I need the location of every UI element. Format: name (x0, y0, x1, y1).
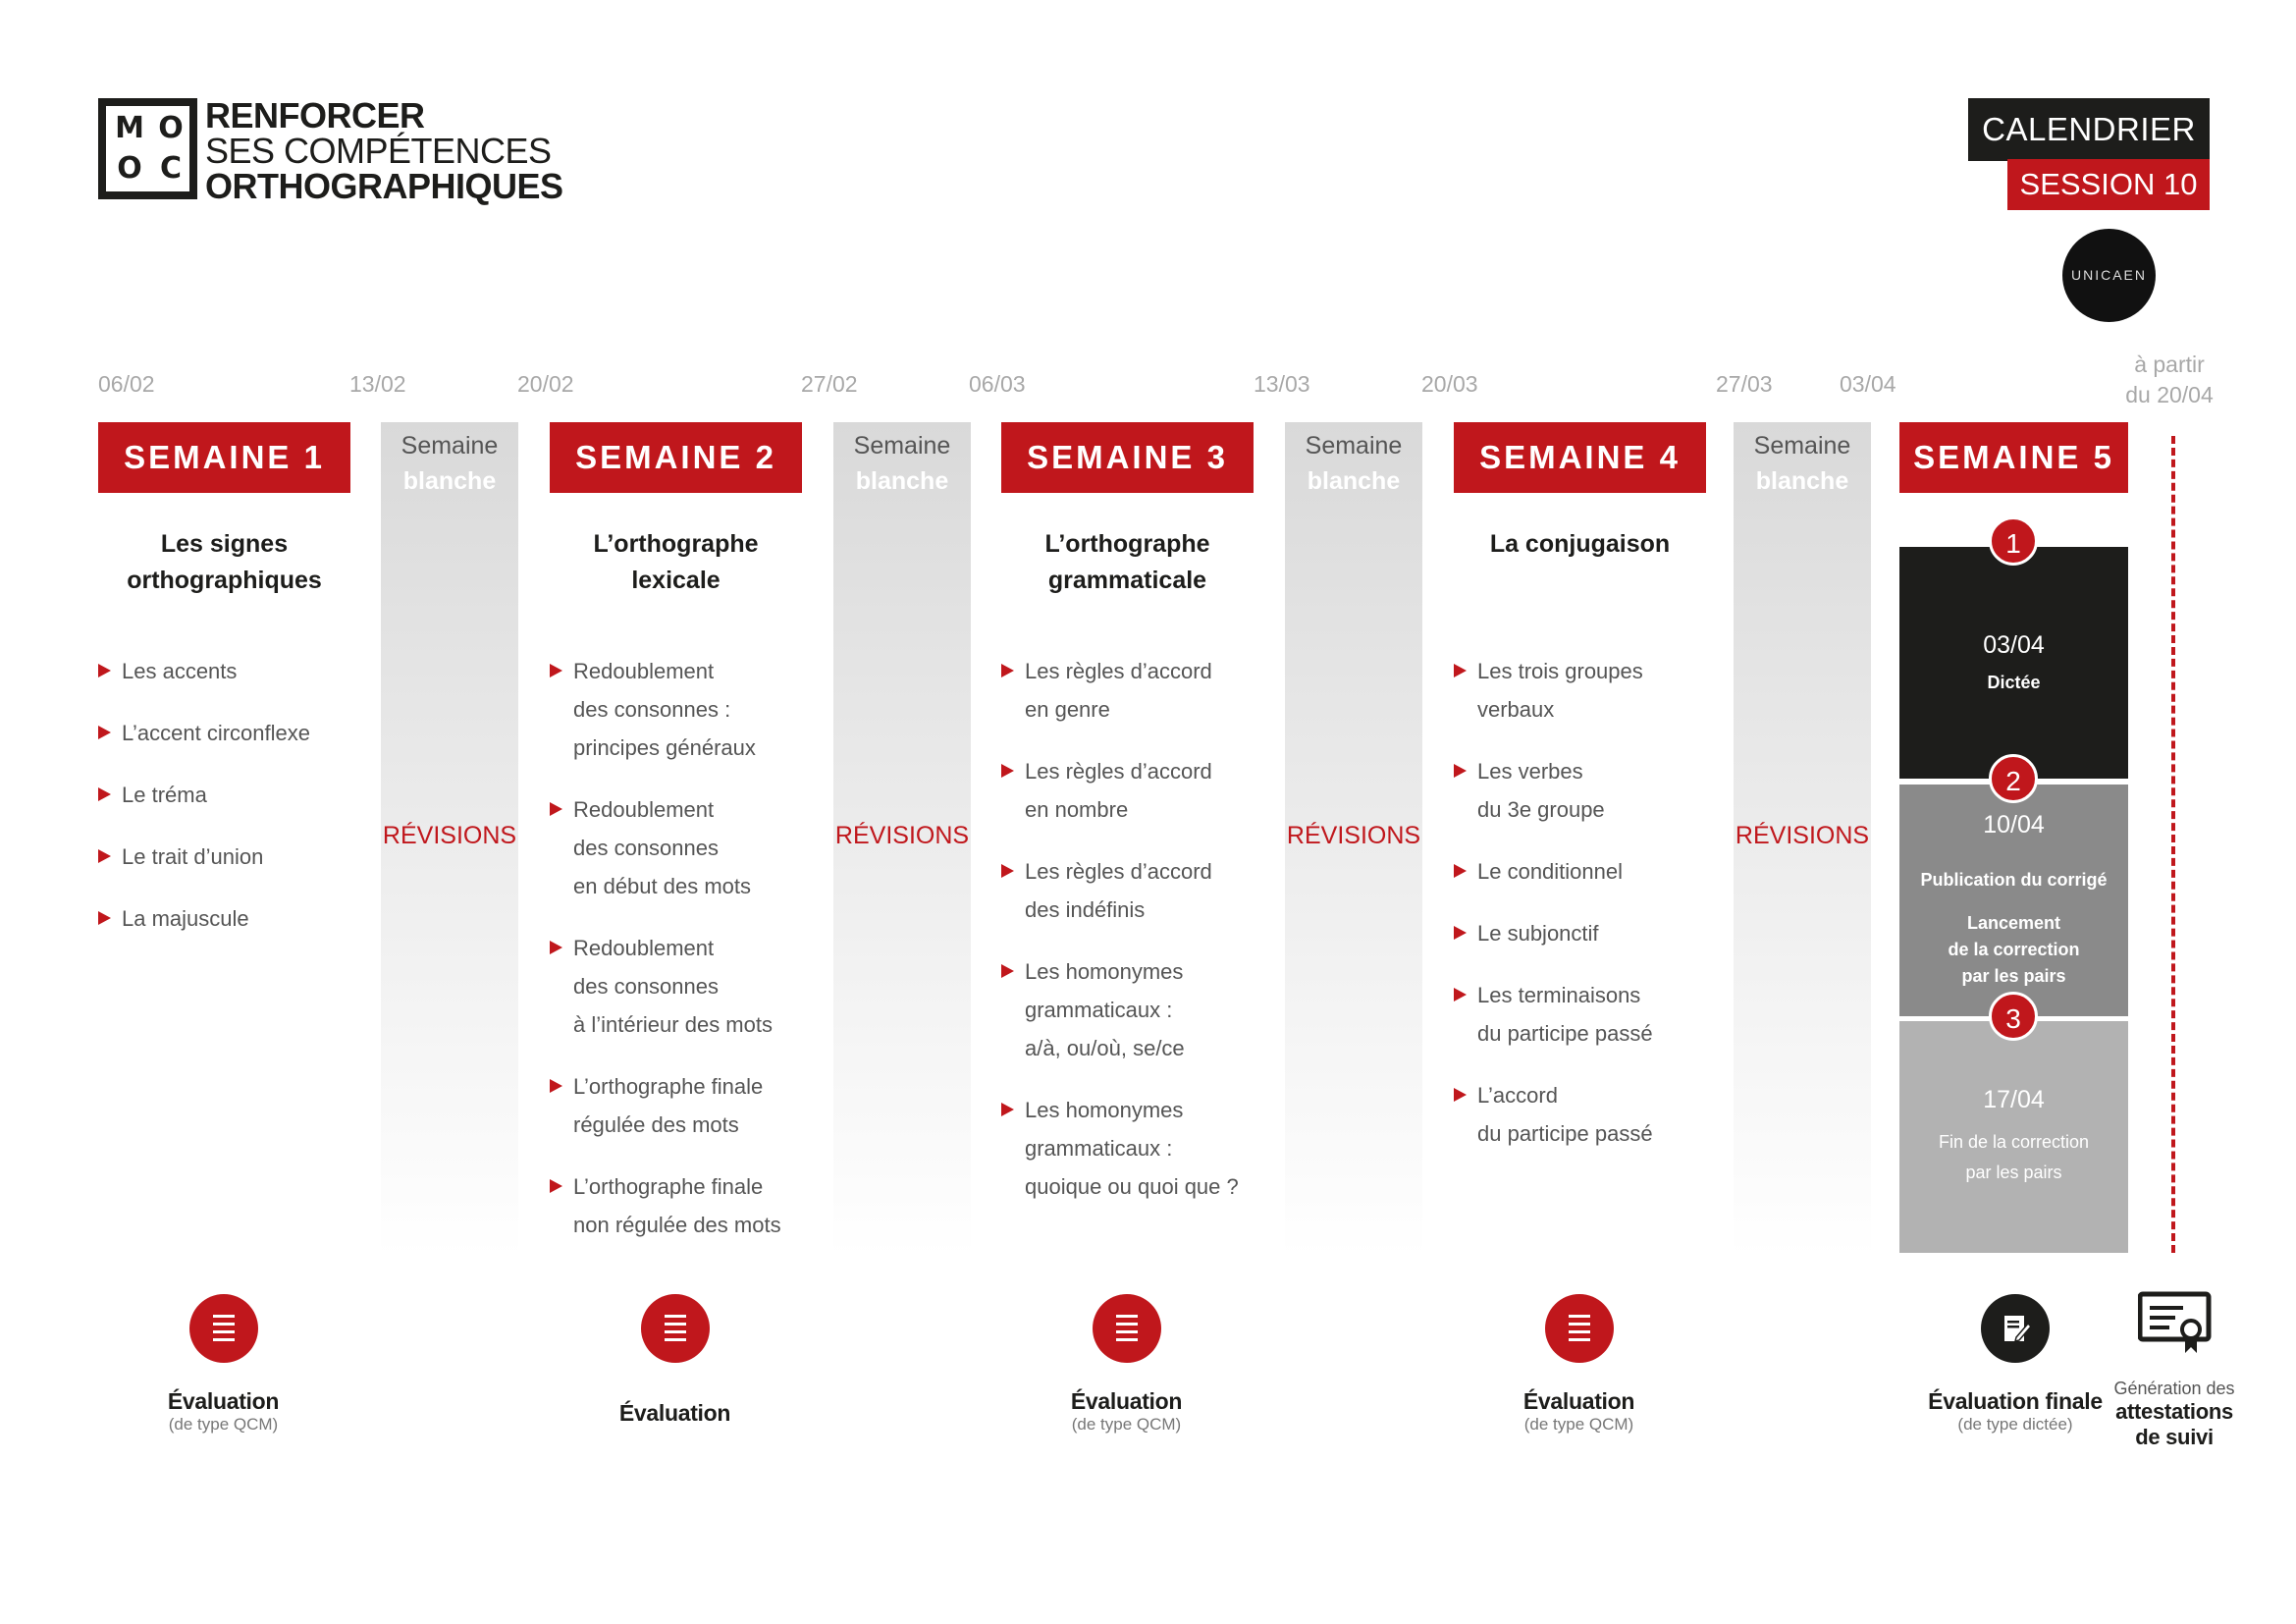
list-item: Le conditionnel (1454, 852, 1623, 891)
block-text: Lancement (1966, 913, 2061, 933)
list-item: Le tréma (98, 776, 207, 814)
logo-letter-m: M (115, 111, 144, 145)
list-item-line: en genre (1025, 697, 1110, 722)
evaluation-title: Évaluation (1070, 1388, 1183, 1414)
list-item (1001, 852, 1212, 929)
list-item-line: L’accord (1477, 1083, 1558, 1108)
blank-week-line1: Semaine (400, 432, 499, 460)
week-3-header: SEMAINE 3 (1001, 422, 1254, 493)
logo-letter-o1: O (158, 111, 184, 145)
list-item-line: L’orthographe finale (573, 1074, 764, 1099)
title-line-1: RENFORCER (205, 95, 425, 135)
list-item-line: en début des mots (573, 874, 752, 898)
list-item-line: des indéfinis (1025, 897, 1146, 922)
week5-block-publication (1899, 785, 2128, 1016)
week-2-header: SEMAINE 2 (550, 422, 802, 493)
evaluation-subtitle: (de type QCM) (1071, 1415, 1182, 1434)
step-number-3: 3 (1989, 992, 2038, 1041)
list-item (550, 929, 773, 1044)
list-item-line: Les verbes (1477, 759, 1583, 784)
list-item-line: Les règles d’accord (1025, 859, 1212, 884)
week-4-subtitle (1454, 526, 1706, 563)
list-item-line: grammaticaux : (1025, 998, 1173, 1022)
evaluation-2 (569, 1400, 780, 1427)
revisions-label: RÉVISIONS (834, 822, 970, 849)
logo-letter-c: C (159, 151, 183, 186)
dashed-timeline-marker (2171, 436, 2175, 1253)
blank-week-label (1734, 428, 1871, 499)
list-item-line: Redoublement (573, 936, 715, 960)
list-item: L’accent circonflexe (98, 714, 310, 752)
list-item (1454, 1076, 1653, 1153)
evaluation-subtitle: (de type QCM) (1523, 1415, 1634, 1434)
week-2-subtitle-line2: lexicale (631, 567, 721, 594)
date-2703: 27/03 (1716, 371, 1773, 397)
list-item (550, 1067, 763, 1144)
logo-letter-o2: O (117, 151, 142, 186)
blank-week-line2: blanche (1755, 467, 1849, 495)
list-item (550, 1167, 781, 1244)
list-item-line: quoique ou quoi que ? (1025, 1174, 1239, 1199)
blank-week-2 (833, 422, 971, 1257)
date-2002: 20/02 (517, 371, 574, 397)
date-from-line1: à partir (2134, 352, 2205, 377)
blank-week-line2: blanche (402, 467, 497, 495)
date-1302: 13/02 (349, 371, 406, 397)
list-item-line: régulée des mots (573, 1112, 739, 1137)
list-item (1454, 652, 1643, 729)
week-1-subtitle (98, 526, 350, 599)
list-item (1454, 976, 1653, 1053)
certificate-icon (2138, 1290, 2213, 1359)
evaluation-final (1902, 1388, 2128, 1435)
block-text: Publication du corrigé (1920, 870, 2108, 890)
list-item-line: grammaticaux : (1025, 1136, 1173, 1161)
block-date: 03/04 (1983, 631, 2045, 659)
evaluation-title: Évaluation (618, 1400, 731, 1426)
evaluation-title: Évaluation (167, 1388, 280, 1414)
list-item-line: du 3e groupe (1477, 797, 1605, 822)
week-3-subtitle-line2: grammaticale (1047, 567, 1207, 594)
list-item (1001, 952, 1185, 1067)
list-item-line: des consonnes : (573, 697, 731, 722)
list-item (1001, 1091, 1239, 1206)
list-item (550, 652, 756, 767)
list-item-line: des consonnes (573, 836, 719, 860)
block-date: 10/04 (1983, 811, 2045, 839)
week-3-subtitle (1001, 526, 1254, 599)
title-line-3: ORTHOGRAPHIQUES (205, 166, 563, 206)
evaluation-3 (1021, 1388, 1232, 1435)
certificate-line3: de suivi (2135, 1425, 2214, 1449)
week-2-subtitle (550, 526, 802, 599)
evaluation-1 (118, 1388, 329, 1435)
blank-week-line1: Semaine (1753, 432, 1851, 460)
list-item-line: en nombre (1025, 797, 1129, 822)
block-text: par les pairs (1961, 966, 2066, 986)
list-item-line: verbaux (1477, 697, 1555, 722)
list-item (1001, 652, 1212, 729)
date-from-2004 (2106, 350, 2233, 410)
list-item: Les accents (98, 652, 237, 690)
date-0602: 06/02 (98, 371, 155, 397)
date-2702: 27/02 (801, 371, 858, 397)
list-item-line: Les homonymes (1025, 959, 1184, 984)
block-text: par les pairs (1965, 1163, 2062, 1182)
evaluation-subtitle: (de type QCM) (168, 1415, 279, 1434)
list-item: La majuscule (98, 899, 249, 938)
blank-week-label (833, 428, 971, 499)
date-2003: 20/03 (1421, 371, 1478, 397)
quiz-list-icon (1545, 1294, 1614, 1363)
blank-week-line2: blanche (855, 467, 949, 495)
quiz-list-icon (189, 1294, 258, 1363)
week-5-header: SEMAINE 5 (1899, 422, 2128, 493)
week-4-subtitle-line1: La conjugaison (1489, 530, 1671, 558)
blank-week-line1: Semaine (1305, 432, 1403, 460)
evaluation-title: Évaluation (1522, 1388, 1635, 1414)
evaluation-subtitle: (de type dictée) (1957, 1415, 2073, 1434)
list-item-line: du participe passé (1477, 1121, 1653, 1146)
blank-week-line2: blanche (1307, 467, 1401, 495)
revisions-label: RÉVISIONS (1286, 822, 1421, 849)
blank-week-label (1285, 428, 1422, 499)
session-label: SESSION 10 (2007, 159, 2210, 210)
list-item (550, 790, 751, 905)
week-2-subtitle-line1: L’orthographe (593, 530, 759, 558)
week5-block-fin (1899, 1021, 2128, 1253)
date-1303: 13/03 (1254, 371, 1310, 397)
blank-week-1 (381, 422, 518, 1257)
block-date: 17/04 (1983, 1086, 2045, 1113)
list-item-line: Les règles d’accord (1025, 659, 1212, 683)
list-item (1454, 752, 1605, 829)
week-1-header: SEMAINE 1 (98, 422, 350, 493)
list-item-line: principes généraux (573, 735, 756, 760)
block-text: Fin de la correction (1938, 1132, 2090, 1152)
date-0603: 06/03 (969, 371, 1026, 397)
blank-week-4 (1734, 422, 1871, 1257)
blank-week-3 (1285, 422, 1422, 1257)
certificate-line1: Génération des (2113, 1379, 2235, 1398)
list-item-line: Redoublement (573, 659, 715, 683)
list-item-line: Les homonymes (1025, 1098, 1184, 1122)
week5-block-dictee (1899, 547, 2128, 779)
blank-week-line1: Semaine (853, 432, 951, 460)
list-item-line: des consonnes (573, 974, 719, 999)
certificate-generation (2101, 1379, 2248, 1450)
list-item-line: non régulée des mots (573, 1213, 781, 1237)
blank-week-label (381, 428, 518, 499)
week-4-header: SEMAINE 4 (1454, 422, 1706, 493)
list-item: Le subjonctif (1454, 914, 1599, 952)
block-text: de la correction (1948, 940, 2080, 959)
list-item-line: L’orthographe finale (573, 1174, 764, 1199)
list-item-line: Les terminaisons (1477, 983, 1641, 1007)
list-item-line: a/à, ou/où, se/ce (1025, 1036, 1185, 1060)
title-line-2: SES COMPÉTENCES (205, 131, 552, 171)
list-item-line: à l’intérieur des mots (573, 1012, 773, 1037)
block-text: Dictée (1987, 673, 2041, 692)
dictation-edit-icon (1981, 1294, 2050, 1363)
certificate-line2: attestations (2115, 1399, 2233, 1424)
week-1-subtitle-line1: Les signes (160, 530, 289, 558)
evaluation-4 (1473, 1388, 1684, 1435)
list-item: Le trait d’union (98, 838, 263, 876)
date-0304: 03/04 (1840, 371, 1896, 397)
revisions-label: RÉVISIONS (1735, 822, 1870, 849)
list-item-line: Les règles d’accord (1025, 759, 1212, 784)
step-number-1: 1 (1989, 516, 2038, 566)
list-item-line: Les trois groupes (1477, 659, 1643, 683)
list-item-line: du participe passé (1477, 1021, 1653, 1046)
mooc-logo (98, 98, 197, 199)
revisions-label: RÉVISIONS (382, 822, 517, 849)
list-item-line: Redoublement (573, 797, 715, 822)
university-logo: UNICAEN (2062, 229, 2156, 322)
date-from-line2: du 20/04 (2125, 382, 2214, 407)
calendar-label: CALENDRIER (1968, 98, 2210, 161)
step-number-2: 2 (1989, 754, 2038, 803)
quiz-list-icon (641, 1294, 710, 1363)
week-3-subtitle-line1: L’orthographe (1044, 530, 1210, 558)
list-item (1001, 752, 1212, 829)
week-1-subtitle-line2: orthographiques (127, 567, 322, 594)
evaluation-title: Évaluation finale (1928, 1388, 2103, 1414)
quiz-list-icon (1093, 1294, 1161, 1363)
